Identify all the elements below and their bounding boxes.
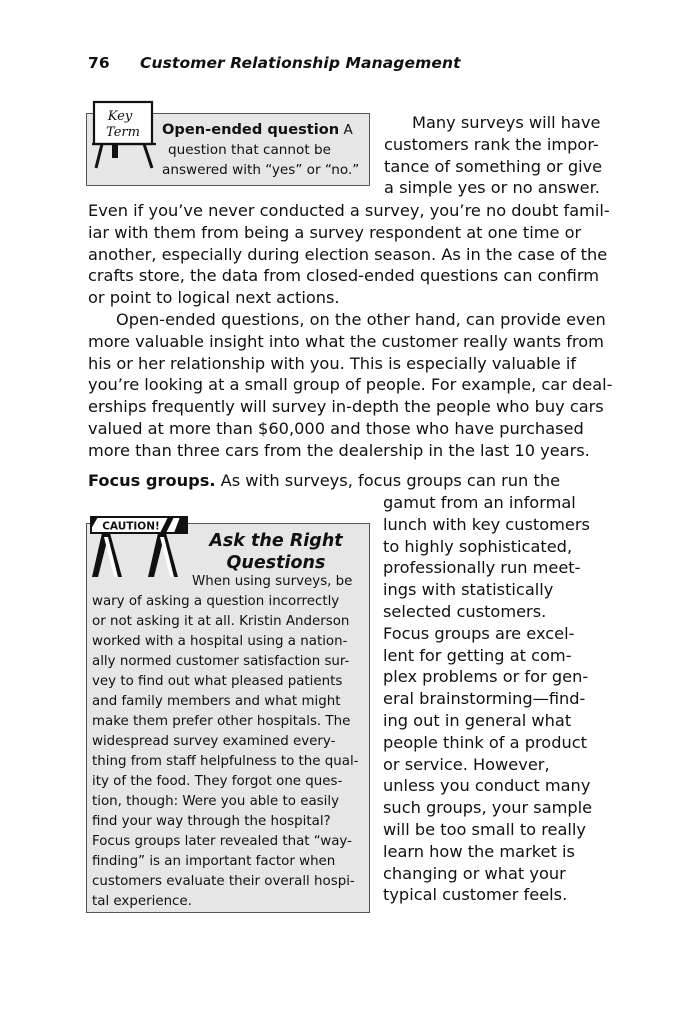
text-line: to highly sophisticated, [383,536,573,556]
key-term-definition [162,120,359,180]
caution-title-line1: Ask the Right [209,531,343,551]
paragraph-2 [88,309,612,462]
caution-line: When using surveys, be [192,574,353,589]
text-line: crafts store, the data from closed-ended questions can confirm [88,266,600,286]
text-line: lent for getting at com- [383,645,572,665]
key-term-word: Open-ended question [162,121,340,138]
text-line: people think of a product [383,732,587,752]
running-head [88,54,461,72]
caution-body [92,572,359,912]
text-line: typical customer feels. [383,885,568,905]
text-line: erships frequently will survey in-depth the people who buy cars [88,397,604,417]
text-line: valued at more than $60,000 and those who have purchased [88,418,584,438]
text-line: professionally run meet- [383,558,581,578]
text-line: gamut from an informal [383,493,576,512]
caution-line: ity of the food. They forgot one ques- [92,774,343,789]
text-line: his or her relationship with you. This is especially valuable if [88,353,577,373]
caution-label: CAUTION! [102,520,160,533]
caution-line: tion, though: Were you able to easily [92,794,340,809]
text-line: more than three cars from the dealership in the last 10 years. [88,440,590,460]
text-line: unless you conduct many [383,776,591,796]
text-line: tance of something or give [384,156,603,176]
text-line: customers rank the impor- [384,134,599,154]
text-line: Open-ended questions, on the other hand, can provide even [116,310,606,329]
text-line: or point to logical next actions. [88,288,340,308]
caution-line: tal experience. [92,894,192,909]
caution-line: customers evaluate their overall hospi- [92,874,355,889]
text-line: changing or what your [383,863,566,883]
text-line: lunch with key customers [383,514,590,534]
text-line: or service. However, [383,754,550,774]
caution-line: Focus groups later revealed that “way- [92,834,352,849]
caution-title-line2: Questions [226,553,326,573]
page-number: 76 [88,54,110,72]
text-line: will be too small to really [383,819,586,839]
text-line: such groups, your sample [383,798,593,818]
caution-line: vey to find out what pleased patients [92,674,343,689]
caution-line: wary of asking a question incorrectly [92,594,340,609]
focus-groups-heading: Focus groups. [88,471,216,490]
caution-title [200,530,352,574]
key-term-line2: question that cannot be [168,142,331,158]
text-line: eral brainstorming—find- [383,689,586,709]
caution-barricade-icon [88,515,190,579]
text-line: learn how the market is [383,841,575,861]
text-line: plex problems or for gen- [383,667,589,687]
text-line: Even if you’ve never conducted a survey, you’re no doubt famil- [88,201,610,220]
caution-line: and family members and what might [92,694,341,709]
caution-line: or not asking it at all. Kristin Anderson [92,614,350,629]
focus-groups-first-line [88,470,560,492]
text-line: selected customers. [383,601,547,621]
text-line: another, especially during election season. As in the case of the [88,244,608,264]
caution-line: find your way through the hospital? [92,814,331,829]
key-term-icon [90,96,160,172]
text-line: a simple yes or no answer. [384,178,600,198]
text-line: ings with statistically [383,580,554,600]
text-line: Many surveys will have [412,113,601,132]
text-line: ing out in general what [383,710,572,730]
text-line: more valuable insight into what the customer really wants from [88,331,604,351]
focus-groups-column [383,492,592,906]
key-term-line1: A [343,122,353,138]
text-line: As with surveys, focus groups can run the [220,471,561,490]
key-icon-word-2: Term [106,125,140,140]
caution-line: ally normed customer satisfaction sur- [92,654,350,669]
text-line: iar with them from being a survey respondent at one time or [88,222,582,242]
text-line: you’re looking at a small group of people. For example, car deal- [88,375,613,395]
intro-paragraph [384,112,602,199]
key-icon-word-1: Key [107,109,133,124]
caution-line: make them prefer other hospitals. The [92,714,351,729]
key-term-line3: answered with “yes” or “no.” [162,162,360,178]
caution-line: worked with a hospital using a nation- [92,634,348,649]
caution-line: thing from staff helpfulness to the qual- [92,754,359,769]
book-title: Customer Relationship Management [140,54,461,72]
paragraph-1 [88,200,610,309]
caution-line: widespread survey examined every- [92,734,336,749]
text-line: Focus groups are excel- [383,623,575,643]
caution-line: finding” is an important factor when [92,854,336,869]
